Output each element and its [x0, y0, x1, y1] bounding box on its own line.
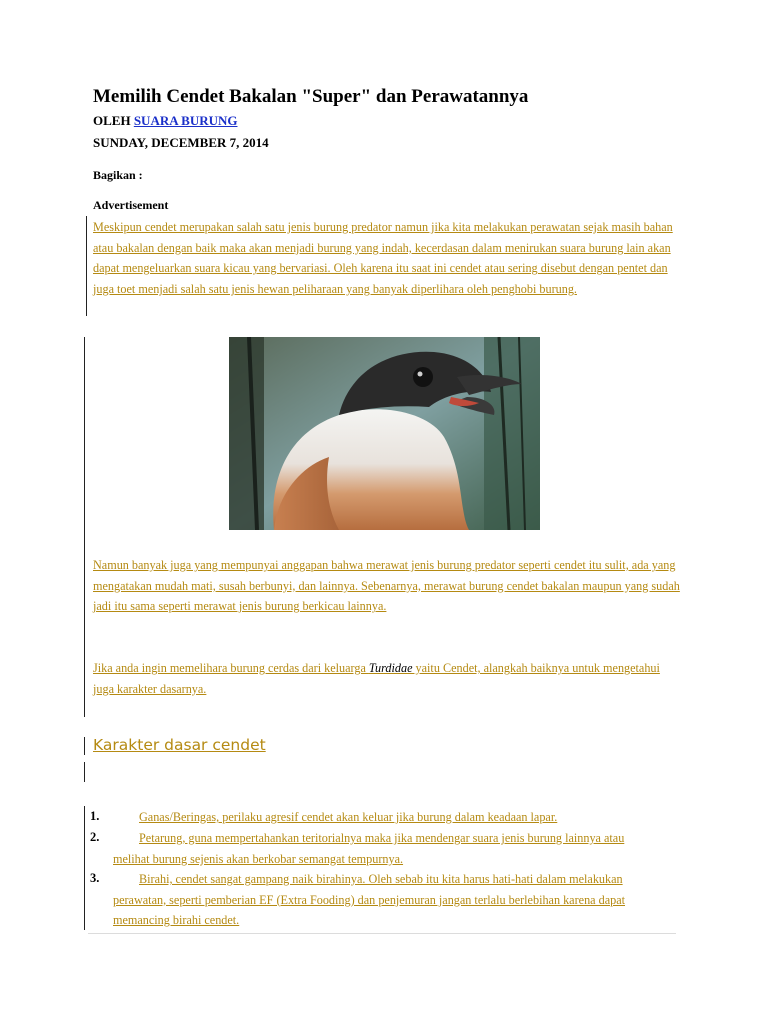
left-rule — [84, 337, 85, 717]
list-item — [88, 828, 678, 869]
left-rule — [84, 806, 85, 930]
left-rule — [86, 216, 87, 316]
para3-italic-term: Turdidae — [368, 661, 413, 675]
divider — [88, 933, 676, 934]
section-heading-link[interactable]: Karakter dasar cendet — [93, 736, 266, 754]
advertisement-label: Advertisement — [93, 198, 169, 212]
characteristics-list — [88, 807, 678, 931]
bird-image — [229, 337, 540, 530]
list-number: 1. — [90, 809, 100, 823]
list-item — [88, 807, 678, 828]
list-item — [88, 869, 678, 931]
list-item-link[interactable]: Birahi, cendet sangat gampang naik birahinya. Oleh sebab itu kita harus hati-hati dalam melakukan perawatan, seperti pemberian EF (Extra Fooding) dan penjemuran jangan terlalu berlebihan karena dapat memancing birahi cendet. — [113, 872, 626, 928]
cendet-bird-photo — [229, 337, 540, 530]
left-rule — [84, 762, 85, 782]
list-item-link[interactable]: Ganas/Beringas, perilaku agresif cendet akan keluar jika burung dalam keadaan lapar. — [139, 810, 558, 824]
author-link[interactable]: SUARA BURUNG — [133, 113, 238, 128]
left-rule — [84, 737, 85, 755]
post-date: SUNDAY, DECEMBER 7, 2014 — [93, 135, 269, 150]
para3-text-end: yaitu Cendet, alangkah baiknya untuk mengetahui juga karakter dasarnya. — [93, 661, 660, 696]
by-label: OLEH — [93, 113, 131, 128]
byline — [93, 113, 237, 129]
list-number: 2. — [90, 830, 100, 844]
list-item-link[interactable]: Petarung, guna mempertahankan teritorialnya maka jika mendengar suara jenis burung lainnya atau melihat burung sejenis akan berkobar semangat tempurnya. — [113, 831, 625, 866]
paragraph-2-link[interactable]: Namun banyak juga yang mempunyai anggapan bahwa merawat jenis burung predator seperti cendet itu sulit, ada yang mengatakan mudah mati, susah berbunyi, dan lainnya. Sebenarnya, merawat burung cendet bakalan maupun yang sudah jadi itu sama seperti merawat jenis burung berkicau lainnya. — [93, 558, 680, 614]
intro-paragraph-link[interactable]: Meskipun cendet merupakan salah satu jenis burung predator namun jika kita melakukan perawatan sejak masih bahan atau bakalan dengan baik maka akan menjadi burung yang indah, kecerdasan dalam menirukan suara burung lain akan dapat mengeluarkan suara kicau yang bervariasi. Oleh karena itu saat ini cendet atau sering disebut dengan pentet dan juga toet menjadi salah satu jenis hewan peliharaan yang banyak diperlihara oleh penghobi burung. — [93, 220, 673, 297]
article-title: Memilih Cendet Bakalan "Super" dan Perawatannya — [93, 86, 529, 107]
para3-text-start: Jika anda ingin memelihara burung cerdas dari keluarga — [93, 661, 369, 675]
list-number: 3. — [90, 871, 100, 885]
share-label: Bagikan : — [93, 168, 143, 182]
paragraph-3-link[interactable] — [93, 658, 683, 699]
